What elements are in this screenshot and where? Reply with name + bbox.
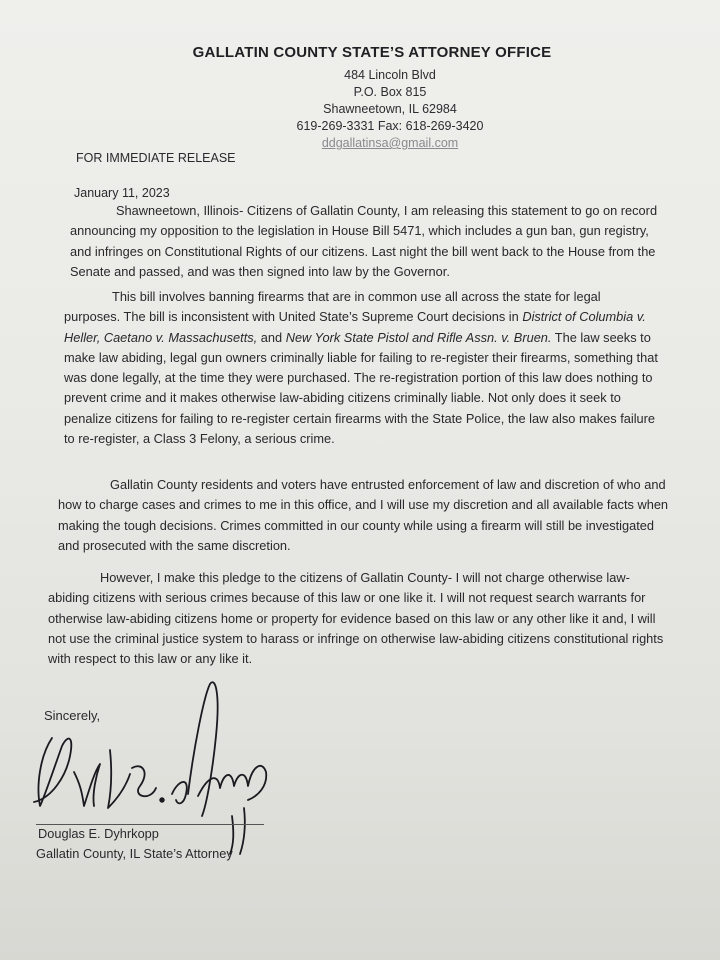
- letter-date: January 11, 2023: [74, 186, 170, 200]
- paragraph-discretion: Gallatin County residents and voters have entrusted enforcement of law and discretion of who and how to charge cases and crimes to me in this office, and I will use my discretion and all available facts when making the tough decisions. Crimes committed in our county while using a firearm will still be investigated and prosecuted with the same discretion.: [58, 477, 669, 553]
- office-name: GALLATIN COUNTY STATE’S ATTORNEY OFFICE: [192, 44, 552, 61]
- paragraph-bill-details: This bill involves banning firearms that are in common use all across the state for legal purposes. The bill is inconsistent with United State’s Supreme Court decisions in District of Columbia v. Heller, Caetano v. Massachusetts, and New York State Pistol and Rifle Assn. v. Bruen. The law seeks to make law abiding, legal gun owners criminally liable for failing to re-register their firearms, something that was done legally, at the time they were purchased. The re-registration portion of this law does nothing to prevent crime and it makes otherwise law-abiding citizens criminally liable. Not only does it seek to penalize citizens for failing to re-register certain firearms with the State Police, the law also makes failure to re-register, a Class 3 Felony, a serious crime.: [64, 289, 658, 447]
- case-citation: District of Columbia v. Heller, Caetano v. Massachusetts,: [64, 309, 646, 345]
- paragraph-opposition: Shawneetown, Illinois- Citizens of Gallatin County, I am releasing this statement to go on record announcing my opposition to the legislation in House Bill 5471, which includes a gun ban, gun registry, and infringes on Constitutional Rights of our citizens. Last night the bill went back to the House from the Senate and passed, and was then signed into law by the Governor.: [70, 203, 658, 279]
- paragraph-pledge: However, I make this pledge to the citizens of Gallatin County- I will not charge otherwise law-abiding citizens with serious crimes because of this law or one like it. I will not request search warrants for otherwise law-abiding citizens home or property for evidence based on this law or any other like it and, I will not use the criminal justice system to harass or infringe on otherwise law-abiding citizens constitutional rights with respect to this law or any like it.: [48, 570, 664, 667]
- email-link[interactable]: ddgallatinsa@gmail.com: [321, 136, 459, 150]
- signature-line: [36, 824, 264, 825]
- signer-title: Gallatin County, IL State’s Attorney: [36, 846, 233, 861]
- city-state-zip: Shawneetown, IL 62984: [323, 102, 457, 116]
- phone-fax: 619-269-3331 Fax: 618-269-3420: [296, 119, 484, 133]
- case-citation: New York State Pistol and Rifle Assn. v. Bruen.: [285, 329, 552, 345]
- letterhead: [0, 44, 720, 152]
- signer-name: Douglas E. Dyhrkopp: [38, 826, 159, 841]
- release-label: FOR IMMEDIATE RELEASE: [76, 151, 236, 165]
- closing: Sincerely,: [44, 708, 101, 723]
- street-address: 484 Lincoln Blvd: [344, 68, 436, 82]
- po-box: P.O. Box 815: [353, 85, 427, 99]
